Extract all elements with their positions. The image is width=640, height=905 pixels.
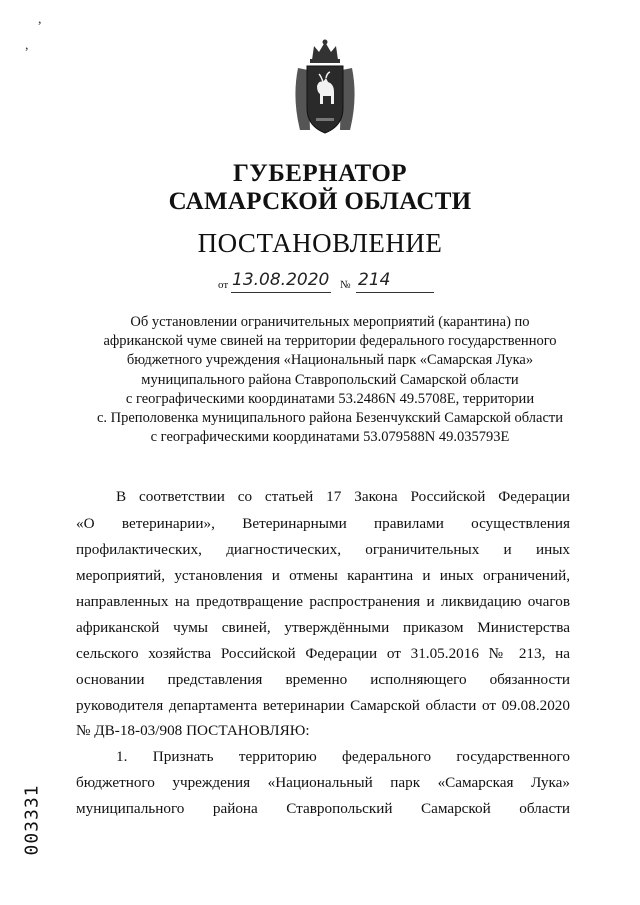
- subject-line: Об установлении ограничительных мероприятий (карантина) по: [130, 314, 530, 330]
- subject-line: африканской чуме свиней на территории федерального государственного: [103, 333, 557, 350]
- margin-mark: ,: [38, 12, 42, 27]
- body-line: бюджетного учреждения «Национальный парк «Самарская Лука»: [76, 774, 570, 791]
- body-line: В соответствии со статьей 17 Закона Российской Федерации: [116, 488, 570, 505]
- body-line: муниципального района Ставропольский Самарской области: [76, 800, 570, 817]
- body-line: «О ветеринарии», Ветеринарными правилами осуществления: [76, 515, 570, 532]
- subject-line: бюджетного учреждения «Национальный парк «Самарская Лука»: [126, 352, 534, 369]
- coat-of-arms-emblem: [290, 38, 360, 138]
- document-subject: [40, 313, 620, 447]
- body-line: мероприятий, установления и отмены карантина и иных ограничений,: [76, 567, 570, 584]
- side-code-text: 003331: [21, 784, 43, 856]
- body-line: 1. Признать территорию федерального государственного: [116, 748, 570, 765]
- body-line: профилактических, диагностических, ограничительных и иных: [76, 541, 570, 558]
- body-line: № ДВ-18-03/908 ПОСТАНОВЛЯЮ:: [76, 722, 310, 739]
- body-line: основании представления временно исполняющего обязанности: [76, 671, 570, 688]
- margin-mark: ,: [25, 38, 29, 53]
- body-line: направленных на предотвращение распространения и ликвидацию очагов: [76, 593, 570, 610]
- body-line: руководителя департамента ветеринарии Самарской области от 09.08.2020: [76, 697, 570, 714]
- number-value: 214: [358, 270, 391, 290]
- subject-line: с географическими координатами 53.2486N 49.5708E, территории: [125, 390, 535, 407]
- body-line: африканской чумы свиней, утверждёнными приказом Министерства: [76, 619, 570, 636]
- issuer-region: САМАРСКОЙ ОБЛАСТИ: [168, 188, 472, 215]
- date-prefix: от: [218, 279, 229, 291]
- subject-line: муниципального района Ставропольский Самарской области: [141, 371, 519, 388]
- side-registration-code: [20, 770, 44, 870]
- body-line: сельского хозяйства Российской Федерации от 31.05.2016 № 213, на: [76, 645, 570, 662]
- document-type: ПОСТАНОВЛЕНИЕ: [197, 228, 443, 258]
- subject-line: с географическими координатами 53.079588N 49.035793E: [150, 429, 510, 446]
- number-prefix: №: [340, 279, 351, 291]
- subject-line: с. Преполовенка муниципального района Безенчукский Самарской области: [96, 410, 564, 427]
- date-number-line: [218, 270, 438, 294]
- issuer-title: ГУБЕРНАТОР: [232, 160, 408, 187]
- date-value: 13.08.2020: [232, 270, 330, 290]
